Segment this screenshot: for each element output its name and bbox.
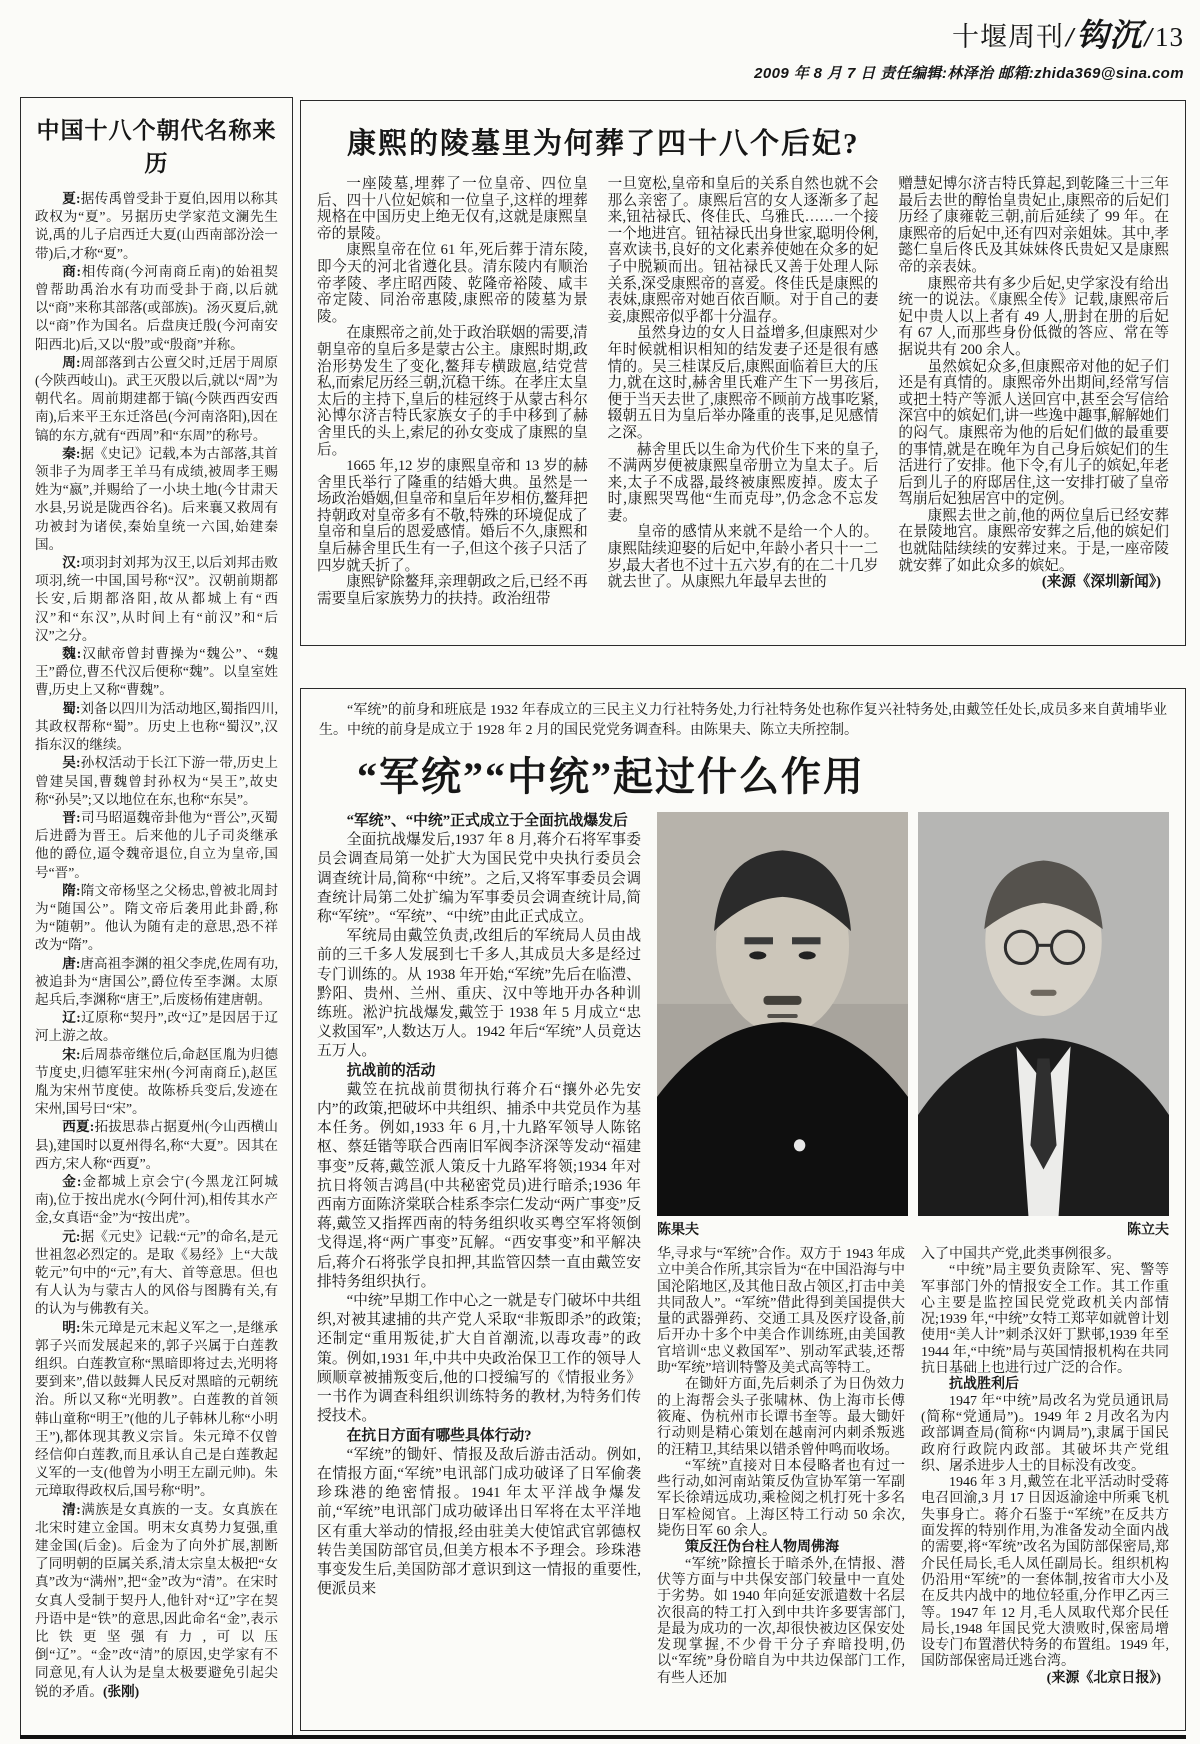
page-number: 13 bbox=[1155, 22, 1184, 52]
paragraph: 华,寻求与“军统”合作。双方于 1943 年成立中美合作所,其宗旨为“在中国沿海与中国沦陷地区,及其他日敌占领区,打击中美共同敌人”。“军统”借此得到美国提供大量的武器弹药、交通工具及医疗设备,前后开办十多个中美合作训练班,由美国教官培训“忠义救国军”、别动军武装,还帮助“军统”培训特警及美式高等特工。 bbox=[657, 1247, 905, 1377]
subheading: “军统”、“中统”正式成立于全面抗战爆发后 bbox=[346, 813, 628, 829]
publication-name: 十堰周刊 bbox=[951, 22, 1064, 52]
dynasty-term: 元: bbox=[62, 1228, 81, 1244]
article-intro: “军统”的前身和班底是 1932 年春成立的三民主义力行社特务处,力行社特务处也称作复兴社特务处,由戴笠任处长,成员多来自黄埔毕业生。中统的前身是成立于 1928 年 2 月的国民党党务调查科。由陈果夫、陈立夫所控制。 bbox=[319, 703, 1167, 738]
paragraph: 一座陵墓,埋葬了一位皇帝、四位皇后、四十八位妃嫔和一位皇子,这样的埋葬规格在中国历史上绝无仅有,这就是康熙皇帝的景陵。 bbox=[317, 176, 588, 242]
paragraph: 1665 年,12 岁的康熙皇帝和 13 岁的赫舍里氏举行了隆重的结婚大典。虽然是一场政治婚姻,但皇帝和皇后年岁相仿,鳌拜把持朝政对皇帝多有不敬,特殊的环境促成了皇帝和皇后的恩爱感情。婚后不久,康熙和皇后赫舍里氏生有一子,但这个孩子只活了四岁就夭折了。 bbox=[317, 458, 588, 574]
paragraph: 1947 年“中统”局改名为党员通讯局(简称“党通局”)。1949 年 2 月改名为内政部调查局(简称“内调局”),隶属于国民政府行政院内政部。其破坏共产党组织、屠杀进步人士的目标没有改变。 bbox=[921, 1393, 1169, 1474]
paragraph: 康熙帝共有多少后妃,史学家没有给出统一的说法。《康熙全传》记载,康熙帝后妃中贵人以上者有 49 人,册封在册的后妃有 67 人,而那些身份低微的答应、常在等据说共有 200 余人。 bbox=[898, 275, 1170, 358]
dynasty-term: 夏: bbox=[62, 191, 81, 206]
text-column bbox=[317, 176, 588, 607]
dynasty-term: 宋: bbox=[62, 1046, 81, 1062]
dynasty-term: 明: bbox=[62, 1319, 81, 1335]
paragraph: 夏:据传禹曾受卦于夏伯,因用以称其政权为“夏”。另据历史学家范文澜先生说,禹的儿子启西迁大夏(山西南部汾浍一带)后,才称“夏”。 bbox=[35, 191, 278, 261]
byline: (张刚) bbox=[102, 1683, 140, 1699]
bottom-text-columns bbox=[657, 1247, 1169, 1687]
paragraph: “中统”局主要负责除军、宪、警等军事部门外的情报安全工作。其工作重心主要是监控国民党党政机关内部情况;1939 年,“中统”女特工郑苹如就曾计划使用“美人计”刺杀汉奸丁默邨,1939 年至 1944 年,“中统”局与英国情报机构在共同抗日基础上也进行过广泛的合作。 bbox=[921, 1263, 1169, 1377]
photo-chen-guofu bbox=[657, 812, 908, 1239]
text-column bbox=[657, 1247, 905, 1687]
subheading: 抗战胜利后 bbox=[949, 1377, 1019, 1393]
kangxi-article bbox=[300, 100, 1186, 646]
paragraph: 汉:项羽封刘邦为汉王,以后刘邦击败项羽,统一中国,国号称“汉”。汉朝前期都长安,后期都洛阳,故从都城上有“西汉”和“东汉”,从时间上有“前汉”和“后汉”之分。 bbox=[35, 555, 278, 643]
masthead-separator: / bbox=[1144, 22, 1153, 52]
dynasty-term: 金: bbox=[62, 1173, 82, 1189]
dynasty-term: 蜀: bbox=[62, 700, 81, 716]
page-header bbox=[754, 10, 1184, 83]
paragraph: 秦:据《史记》记载,本为古部落,其首领非子为周孝王羊马有成绩,被周孝王赐姓为“嬴”,并赐给了一小块土地(今甘肃天水县,另说是陇西谷名)。后来襄又救周有功被封为诸侯,秦始皇统一六国,始建秦国。 bbox=[35, 445, 278, 552]
photo-caption: 陈果夫 bbox=[657, 1221, 699, 1237]
dateline: 2009 年 8 月 7 日 责任编辑:林泽治 邮箱:zhida369@sina.com bbox=[754, 65, 1184, 82]
photo-caption: 陈立夫 bbox=[1127, 1221, 1169, 1237]
paragraph: 全面抗战爆发后,1937 年 8 月,蒋介石将军事委员会调查局第一处扩大为国民党中央执行委员会调查统计局,简称“中统”。之后,又将军事委员会调查统计局第二处扩编为军事委员会调查统计局,简称“军统”。“军统”、“中统”由此正式成立。 bbox=[317, 832, 641, 926]
juntong-article-body bbox=[317, 812, 1169, 1687]
subheading: 策反汪伪台柱人物周佛海 bbox=[685, 1540, 839, 1556]
masthead bbox=[754, 10, 1184, 56]
paragraph: “中统”早期工作中心之一就是专门破坏中共组织,对被其逮捕的共产党人采取“非叛即杀”的政策;还制定“重用叛徒,扩大自首潮流,以毒攻毒”的政策。例如,1931 年,中共中央政治保卫工作的领导人顾顺章被捕叛变后,他的口授编写的《情报业务》一书作为调查科组织训练特务的教材,为特务们传授技术。 bbox=[317, 1293, 641, 1425]
dynasty-term: 秦: bbox=[62, 445, 81, 461]
paragraph: “军统”的锄奸、情报及敌后游击活动。例如,在情报方面,“军统”电讯部门成功破译了日军偷袭珍珠港的绝密情报。1941 年太平洋战争爆发前,“军统”电讯部门成功破译出日军将在太平洋地区有重大举动的情报,经由驻美大使馆武官郭德权转告美国防部官员,但美方根本不予理会。珍珠港事变发生后,美国防部才意识到这一情报的重要性,便派员来 bbox=[317, 1446, 641, 1598]
paragraph: 周:周部落到古公亶父时,迁居于周原(今陕西岐山)。武王灭殷以后,就以“周”为朝代名。周前期建都于镐(今陕西西安西南),后来平王东迁洛邑(今河南洛阳),因在镐的东方,就有“西周”和“东周”的称号。 bbox=[35, 354, 278, 443]
paragraph: 军统局由戴笠负责,改组后的军统局人员由战前的三千多人发展到七千多人,其成员大多是经过专门训练的。从 1938 年开始,“军统”先后在临澧、黔阳、贵州、兰州、重庆、汉中等地开办各种训练班。淞沪抗战爆发,戴笠于 1938 年 5 月成立“忠义救国军”,人数达万人。1942 年后“军统”人员竟达五万人。 bbox=[317, 928, 641, 1060]
juntong-article bbox=[300, 688, 1186, 1731]
dynasty-term: 隋: bbox=[62, 882, 81, 898]
paragraph: 虽然嫔妃众多,但康熙帝对他的妃子们还是有真情的。康熙帝外出期间,经常写信或把土特产等派人送回宫中,甚至会写信给深宫中的嫔妃们,讲一些逸中趣事,解解她们的闷气。康熙帝为他的后妃们做的最重要的事情,就是在晚年为自己身后嫔妃们的生活进行了安排。他下令,有儿子的嫔妃,年老后到儿子的府邸居住,这一安排打破了皇帝驾崩后妃独居宫中的定例。 bbox=[898, 358, 1170, 508]
paragraph: 唐:唐高祖李渊的祖父李虎,佐周有功,被追卦为“唐国公”,爵位传至李渊。太原起兵后,李渊称“唐王”,后废杨侑建唐朝。 bbox=[35, 955, 278, 1007]
dynasty-term: 周: bbox=[62, 354, 81, 370]
dynasty-term: 魏: bbox=[62, 646, 82, 662]
dynasty-term: 吴: bbox=[62, 755, 81, 771]
paragraph: 一旦宽松,皇帝和皇后的关系自然也就不会那么亲密了。康熙后宫的女人逐渐多了起来,钮祜禄氏、佟佳氏、乌雅氏……一个接一个地进宫。钮祜禄氏出身世家,聪明伶俐,喜欢读书,良好的文化素养使她在众多的妃子中脱颖而出。钮祜禄氏又善于处理人际关系,深受康熙帝的喜爱。佟佳氏是康熙的表妹,康熙帝对她百依百顺。对于自己的妻妾,康熙帝似乎都十分温存。 bbox=[607, 176, 879, 325]
dynasty-term: 西夏: bbox=[62, 1119, 95, 1135]
paragraph: “军统”除擅长于暗杀外,在情报、潜伏等方面与中共保安部门较量中一直处于劣势。如 1940 年向延安派遣数十名层次很高的特工打入到中共许多要害部门,是最为成功的一次,却很快被边区保安处发现掌握,不少骨干分子弃暗投明,仍以“军统”身份暗自为中共边保部门工作,有些人还加 bbox=[657, 1556, 905, 1686]
paragraph: 康熙皇帝在位 61 年,死后葬于清东陵,即今天的河北省遵化县。清东陵内有顺治帝孝陵、孝庄昭西陵、乾隆帝裕陵、咸丰帝定陵、同治帝惠陵,康熙帝的陵墓为景陵。 bbox=[317, 242, 588, 325]
section-name: 钩沉 bbox=[1076, 17, 1143, 53]
dynasty-term: 商: bbox=[62, 263, 82, 279]
paragraph: 吴:孙权活动于长江下游一带,历史上曾建吴国,曹魏曾封孙权为“吴王”,故史称“孙吴”;又以地位在东,也称“东吴”。 bbox=[35, 755, 278, 807]
paragraph: 商:相传商(今河南商丘南)的始祖契曾帮助禹治水有功而受卦于商,以后就以“商”来称其部落(或部族)。汤灭夏后,就以“商”作为国名。后盘庚迁殷(今河南安阳西北)后,又以“殷”或“殷商”并称。 bbox=[35, 263, 278, 352]
paragraph: 康熙铲除鳌拜,亲理朝政之后,已经不再需要皇后家族势力的扶持。政治纽带 bbox=[317, 574, 588, 607]
portrait-image bbox=[918, 812, 1169, 1216]
kangxi-article-body bbox=[317, 176, 1169, 607]
dynasty-term: 辽: bbox=[62, 1010, 81, 1026]
paragraph: 魏:汉献帝曾封曹操为“魏公”、“魏王”爵位,曹丕代汉后便称“魏”。以皇室姓曹,历史上又称“曹魏”。 bbox=[35, 646, 278, 698]
dynasty-term: 晋: bbox=[62, 809, 81, 825]
photo-block bbox=[657, 812, 1169, 1239]
juntong-article-title: “军统”“中统”起过什么作用 bbox=[357, 754, 865, 799]
dynasty-article-title: 中国十八个朝代名称来历 bbox=[36, 118, 277, 176]
paragraph: 晋:司马昭逼魏帝卦他为“晋公”,灭蜀后进爵为晋王。后来他的儿子司炎继承他的爵位,逼令魏帝退位,自立为皇帝,国号“晋”。 bbox=[35, 809, 278, 880]
text-column bbox=[921, 1247, 1169, 1687]
subheading: 在抗日方面有哪些具体行动? bbox=[346, 1427, 532, 1444]
paragraph: 在锄奸方面,先后刺杀了为日伪效力的上海帮会头子张啸林、伪上海市长傅筱庵、伪杭州市长谭书奎等。最大锄奸行动则是精心策划在越南河内刺杀叛逃的汪精卫,其结果以错杀曾仲鸣而收场。 bbox=[657, 1377, 905, 1458]
dynasty-term: 清: bbox=[62, 1501, 81, 1517]
paragraph: 在康熙帝之前,处于政治联姻的需要,清朝皇帝的皇后多是蒙古公主。康熙时期,政治形势发生了变化,鳌拜专横跋扈,结党营私,而索尼历经三朝,沉稳干练。在孝庄太皇太后的主持下,皇后的桂冠终于从蒙古科尔沁博尔济吉特氏家族女子的手中移到了赫舍里氏的头上,索尼的孙女变成了康熙的皇后。 bbox=[317, 325, 588, 458]
paragraph: 蜀:刘备以四川为活动地区,蜀指四川,其政权帮称“蜀”。历史上也称“蜀汉”,汉指东汉的继续。 bbox=[35, 700, 278, 753]
paragraph: 金:金都城上京会宁(今黑龙江阿城南),位于按出虎水(今阿什河),相传其水产金,女真语“金”为“按出虎”。 bbox=[35, 1173, 278, 1226]
page-bottom-rule bbox=[20, 1735, 1186, 1739]
paragraph: 入了中国共产党,此类事例很多。 bbox=[921, 1247, 1121, 1262]
text-column bbox=[898, 176, 1169, 607]
paragraph: 明:朱元璋是元末起义军之一,是继承郭子兴而发展起来的,郭子兴属于白莲教组织。白莲教宣称“黑暗即将过去,光明将要到来”,借以鼓舞人民反对黑暗的元朝统治。所以又称“光明教”。白莲教的首领韩山童称“明王”(他的儿子韩林儿称“小明王”),都体现其教义宗旨。朱元璋不仅曾经信仰白莲教,而且承认自己是白莲教起义军的一支(他曾为小明王左副元帅)。朱元璋取得政权后,国号称“明”。 bbox=[35, 1319, 278, 1499]
paragraph: 隋:隋文帝杨坚之父杨忠,曾被北周封为“随国公”。隋文帝后袭用此卦爵,称为“随朝”。他认为随有走的意思,恐不祥改为“隋”。 bbox=[35, 882, 278, 953]
photo-chen-lifu bbox=[918, 812, 1169, 1239]
photo-and-text-area bbox=[657, 812, 1169, 1687]
dynasty-article-body bbox=[35, 190, 278, 1701]
portrait-image bbox=[657, 812, 908, 1216]
paragraph: 西夏:拓拔思恭占据夏州(今山西横山县),建国时以夏州得名,称“大夏”。因其在西方,宋人称“西夏”。 bbox=[35, 1119, 278, 1171]
paragraph: 皇帝的感情从来就不是给一个人的。康熙陆续迎娶的后妃中,年龄小者只十一二岁,最大者也不过十五六岁,有的在二十几岁就去世了。从康熙九年最早去世的 bbox=[607, 524, 879, 591]
paragraph: 辽:辽原称“契丹”,改“辽”是因居于辽河上游之故。 bbox=[35, 1010, 278, 1044]
dynasty-term: 汉: bbox=[62, 555, 81, 571]
paragraph: 戴笠在抗战前贯彻执行蒋介石“攘外必先安内”的政策,把破坏中共组织、捕杀中共党员作为基本任务。例如,1933 年 6 月,十九路军领导人陈铭枢、蔡廷锴等联合西南旧军阀李济深等发动“福建事变”反蒋,戴笠派人策反十九路军将领;1934 年对抗日将领吉鸿昌(中共秘密党员)进行暗杀;1936 年西南方面陈济棠联合桂系李宗仁发动“两广事变”反蒋,戴笠又指挥西南的特务组织收买粤空军将领倒戈得逞,将“两广事变”瓦解。“西安事变”和平解决后,蒋介石将张学良扣押,其监管囚禁一直由戴笠安排特务组织执行。 bbox=[317, 1081, 641, 1290]
masthead-separator: / bbox=[1065, 22, 1075, 52]
paragraph: 1946 年 3 月,戴笠在北平活动时受蒋电召回渝,3 月 17 日因返渝途中所乘飞机失事身亡。蒋介石鉴于“军统”在反共方面发挥的特别作用,为准备发动全面内战的需要,将“军统”改名为国防部保密局,郑介民任局长,毛人凤任副局长。组织机构仍沿用“军统”的一套体制,按省市大小及在反共内战中的地位轻重,分作甲乙丙三等。1947 年 12 月,毛人凤取代郑介民任局长,1948 年国民党大溃败时,保密局增设专门布置潜伏特务的布置组。1949 年,国防部保密局迁逃台湾。 bbox=[921, 1475, 1169, 1670]
kangxi-article-title: 康熙的陵墓里为何葬了四十八个后妃? bbox=[347, 128, 860, 160]
paragraph: “军统”直接对日本侵略者也有过一些行动,如河南站策反伪宣协军第一军副军长徐靖远成功,乘检阅之机打死十多名日军检阅官。上海区特工行动 50 余次,毙伤日军 60 余人。 bbox=[657, 1458, 905, 1540]
paragraph: 赫舍里氏以生命为代价生下来的皇子,不满两岁便被康熙皇帝册立为皇太子。后来,太子不成器,最终被康熙废掉。废太子时,康熙哭骂他“生而克母”,仍念念不忘发妻。 bbox=[607, 441, 879, 524]
dynasty-term: 唐: bbox=[62, 955, 81, 971]
source-credit: (来源《深圳新闻》) bbox=[1041, 574, 1162, 591]
paragraph: 虽然身边的女人日益增多,但康熙对少年时候就相识相知的结发妻子还是很有感情的。吴三桂谋反后,康熙面临着巨大的压力,就在这时,赫舍里氏难产生下一男孩后,便于当天去世了,康熙帝不顾前方战事吃紧,辍朝五日为皇后举办隆重的丧事,足见感情之深。 bbox=[607, 325, 879, 441]
paragraph: 清:满族是女真族的一支。女真族在北宋时建立金国。明末女真势力复强,重建金国(后金)。后金为了向外扩展,割断了同明朝的臣属关系,清太宗皇太极把“女真”改为“满州”,把“金”改为“清”。在宋时女真人受制于契丹人,他针对“辽”字在契丹语中是“铁”的意思,因此命名“金”,表示比铁更坚强有力,可以压倒“辽”。“金”改“清”的原因,史学家有不同意见,有人认为是皇太极要避免引起尖锐的矛盾。(张刚) bbox=[35, 1501, 279, 1699]
paragraph: 赠慧妃博尔济吉特氏算起,到乾隆三十三年最后去世的醇怡皇贵妃止,康熙帝的后妃们历经了康雍乾三朝,前后延续了 99 年。在康熙帝的后妃中,还有四对亲姐妹。其中,孝懿仁皇后佟氏及其妹妹佟氏贵妃又是康熙帝的亲表妹。 bbox=[898, 176, 1170, 275]
paragraph: 康熙去世之前,他的两位皇后已经安葬在景陵地宫。康熙帝安葬之后,他的嫔妃们也就陆陆续续的安葬过来。于是,一座帝陵就安葬了如此众多的嫔妃。 bbox=[898, 507, 1170, 574]
text-column bbox=[608, 176, 879, 607]
paragraph: 元:据《元史》记载:“元”的命名,是元世祖忽必烈定的。是取《易经》上“大哉乾元”句中的“元”,有大、首等意思。但也有人认为与蒙古人的风俗与图腾有关,有的认为与佛教有关。 bbox=[35, 1228, 278, 1317]
source-credit: (来源《北京日报》) bbox=[1046, 1670, 1161, 1686]
paragraph: 宋:后周恭帝继位后,命赵匡胤为归德节度史,归德军驻宋州(今河南商丘),赵匡胤为宋州节度使。故陈桥兵变后,发迹在宋州,国号曰“宋”。 bbox=[35, 1046, 278, 1117]
text-column bbox=[317, 812, 641, 1687]
dynasty-article bbox=[20, 97, 293, 1738]
subheading: 抗战前的活动 bbox=[346, 1062, 436, 1079]
